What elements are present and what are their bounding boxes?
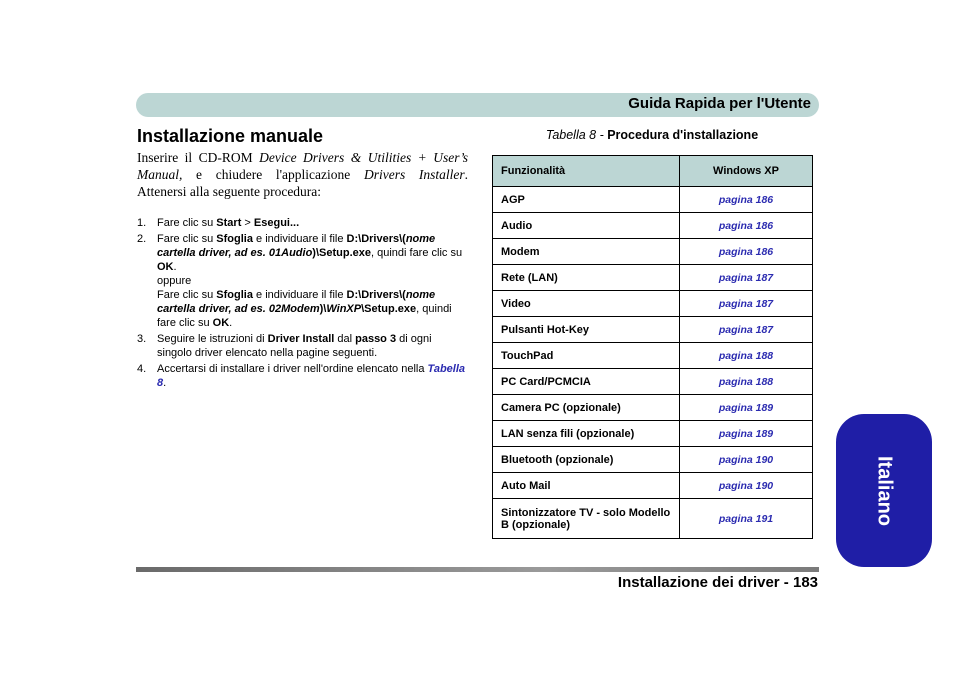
intro-app-name: Drivers Installer (363, 167, 465, 182)
step-number: 2. (137, 233, 147, 245)
feature-cell: Camera PC (opzionale) (493, 395, 680, 421)
feature-cell: TouchPad (493, 343, 680, 369)
step-bold-italic: WinXP (326, 303, 362, 315)
page-link[interactable]: pagina 187 (680, 291, 813, 317)
feature-cell: Auto Mail (493, 473, 680, 499)
step-bold-italic: nome cartella driver, ad es. 02Modem (157, 289, 436, 315)
step-item (137, 216, 468, 230)
page-link[interactable]: pagina 187 (680, 265, 813, 291)
table-header-row (493, 156, 813, 187)
table-row (493, 265, 813, 291)
step-text: Fare clic su (157, 289, 217, 301)
table-reference-link[interactable]: Tabella 8 (157, 363, 466, 389)
step-text: di ogni singolo driver elencato nella pagine seguenti. (157, 333, 432, 359)
language-tab-label: Italiano (873, 455, 896, 526)
table-row (493, 343, 813, 369)
step-item (137, 232, 468, 330)
table-row (493, 369, 813, 395)
table-row (493, 213, 813, 239)
step-bold: Esegui... (253, 217, 300, 229)
intro-paragraph (137, 149, 468, 200)
page-link[interactable]: pagina 186 (680, 213, 813, 239)
footer-page-label: Installazione dei driver - 183 (617, 574, 818, 591)
step-text: , quindi fare clic su (157, 303, 452, 329)
step-bold: )\ (319, 303, 327, 315)
step-number: 1. (137, 217, 147, 229)
step-text: , quindi fare clic su (370, 247, 463, 259)
table-row (493, 473, 813, 499)
header-feature: Funzionalità (493, 156, 680, 187)
page-link[interactable]: pagina 188 (680, 343, 813, 369)
step-bold: Sfoglia (216, 289, 253, 301)
table-row (493, 239, 813, 265)
step-text: > (241, 217, 254, 229)
feature-cell: Modem (493, 239, 680, 265)
table-row (493, 317, 813, 343)
feature-cell: Sintonizzatore TV - solo Modello B (opzionale) (493, 499, 680, 539)
step-bold: OK (157, 261, 174, 273)
table-caption-label: Tabella 8 - (545, 128, 608, 142)
table-row (493, 421, 813, 447)
language-tab[interactable] (836, 414, 932, 567)
step-bold: passo 3 (355, 333, 397, 345)
step-text: . (229, 317, 233, 329)
feature-cell: Rete (LAN) (493, 265, 680, 291)
step-text: e individuare il file (252, 233, 347, 245)
step-text: . (163, 377, 167, 389)
step-number: 3. (137, 333, 147, 345)
step-item (137, 362, 468, 390)
feature-cell: LAN senza fili (opzionale) (493, 421, 680, 447)
page-link[interactable]: pagina 189 (680, 395, 813, 421)
table-row (493, 291, 813, 317)
step-bold: )\Setup.exe (312, 247, 371, 259)
step-bold: OK (212, 317, 230, 329)
intro-text-3: . Attenersi alla seguente procedura: (137, 167, 468, 199)
step-text: dal (334, 333, 356, 345)
intro-text-1: Inserire il CD-ROM (137, 150, 260, 165)
page-link[interactable]: pagina 186 (680, 239, 813, 265)
page-link[interactable]: pagina 189 (680, 421, 813, 447)
feature-cell: Video (493, 291, 680, 317)
header-bar (136, 93, 819, 117)
step-bold: \Setup.exe (361, 303, 417, 315)
feature-cell: Pulsanti Hot-Key (493, 317, 680, 343)
table-row (493, 499, 813, 539)
header-windows-xp: Windows XP (680, 156, 813, 187)
step-text: e individuare il file (252, 289, 347, 301)
table-caption-title: Procedura d'installazione (607, 128, 759, 142)
step-bold-italic: nome cartella driver, ad es. 01Audio (157, 233, 436, 259)
step-bold: Driver Install (267, 333, 335, 345)
step-bold: D:\Drivers\( (346, 233, 406, 245)
step-number: 4. (137, 363, 147, 375)
page-link[interactable]: pagina 191 (680, 499, 813, 539)
step-text: Seguire le istruzioni di (157, 333, 268, 345)
step-bold: D:\Drivers\( (346, 289, 406, 301)
feature-cell: AGP (493, 187, 680, 213)
page-link[interactable]: pagina 188 (680, 369, 813, 395)
step-bold: Sfoglia (216, 233, 253, 245)
table-row (493, 395, 813, 421)
page-link[interactable]: pagina 187 (680, 317, 813, 343)
step-text: . (173, 261, 177, 273)
footer-rule (136, 567, 819, 572)
step-bold: Start (216, 217, 242, 229)
table-row (493, 187, 813, 213)
intro-text-2: e chiudere l'applicazione (182, 167, 364, 182)
feature-cell: Audio (493, 213, 680, 239)
steps-list (137, 216, 468, 392)
page-link[interactable]: pagina 186 (680, 187, 813, 213)
header-title: Guida Rapida per l'Utente (628, 95, 811, 112)
step-item (137, 332, 468, 360)
page-link[interactable]: pagina 190 (680, 473, 813, 499)
section-title: Installazione manuale (137, 126, 324, 146)
step-text: Accertarsi di installare i driver nell'ordine elencato nella (157, 363, 428, 375)
feature-cell: PC Card/PCMCIA (493, 369, 680, 395)
table-row (493, 447, 813, 473)
intro-cd-name: Device Drivers & Utilities + User’s Manual, (137, 150, 469, 182)
step-text: Fare clic su (157, 233, 217, 245)
page-link[interactable]: pagina 190 (680, 447, 813, 473)
table-caption (492, 128, 812, 142)
feature-cell: Bluetooth (opzionale) (493, 447, 680, 473)
installation-table (492, 155, 813, 539)
step-text: Fare clic su (157, 217, 217, 229)
step-text: oppure (157, 275, 192, 287)
